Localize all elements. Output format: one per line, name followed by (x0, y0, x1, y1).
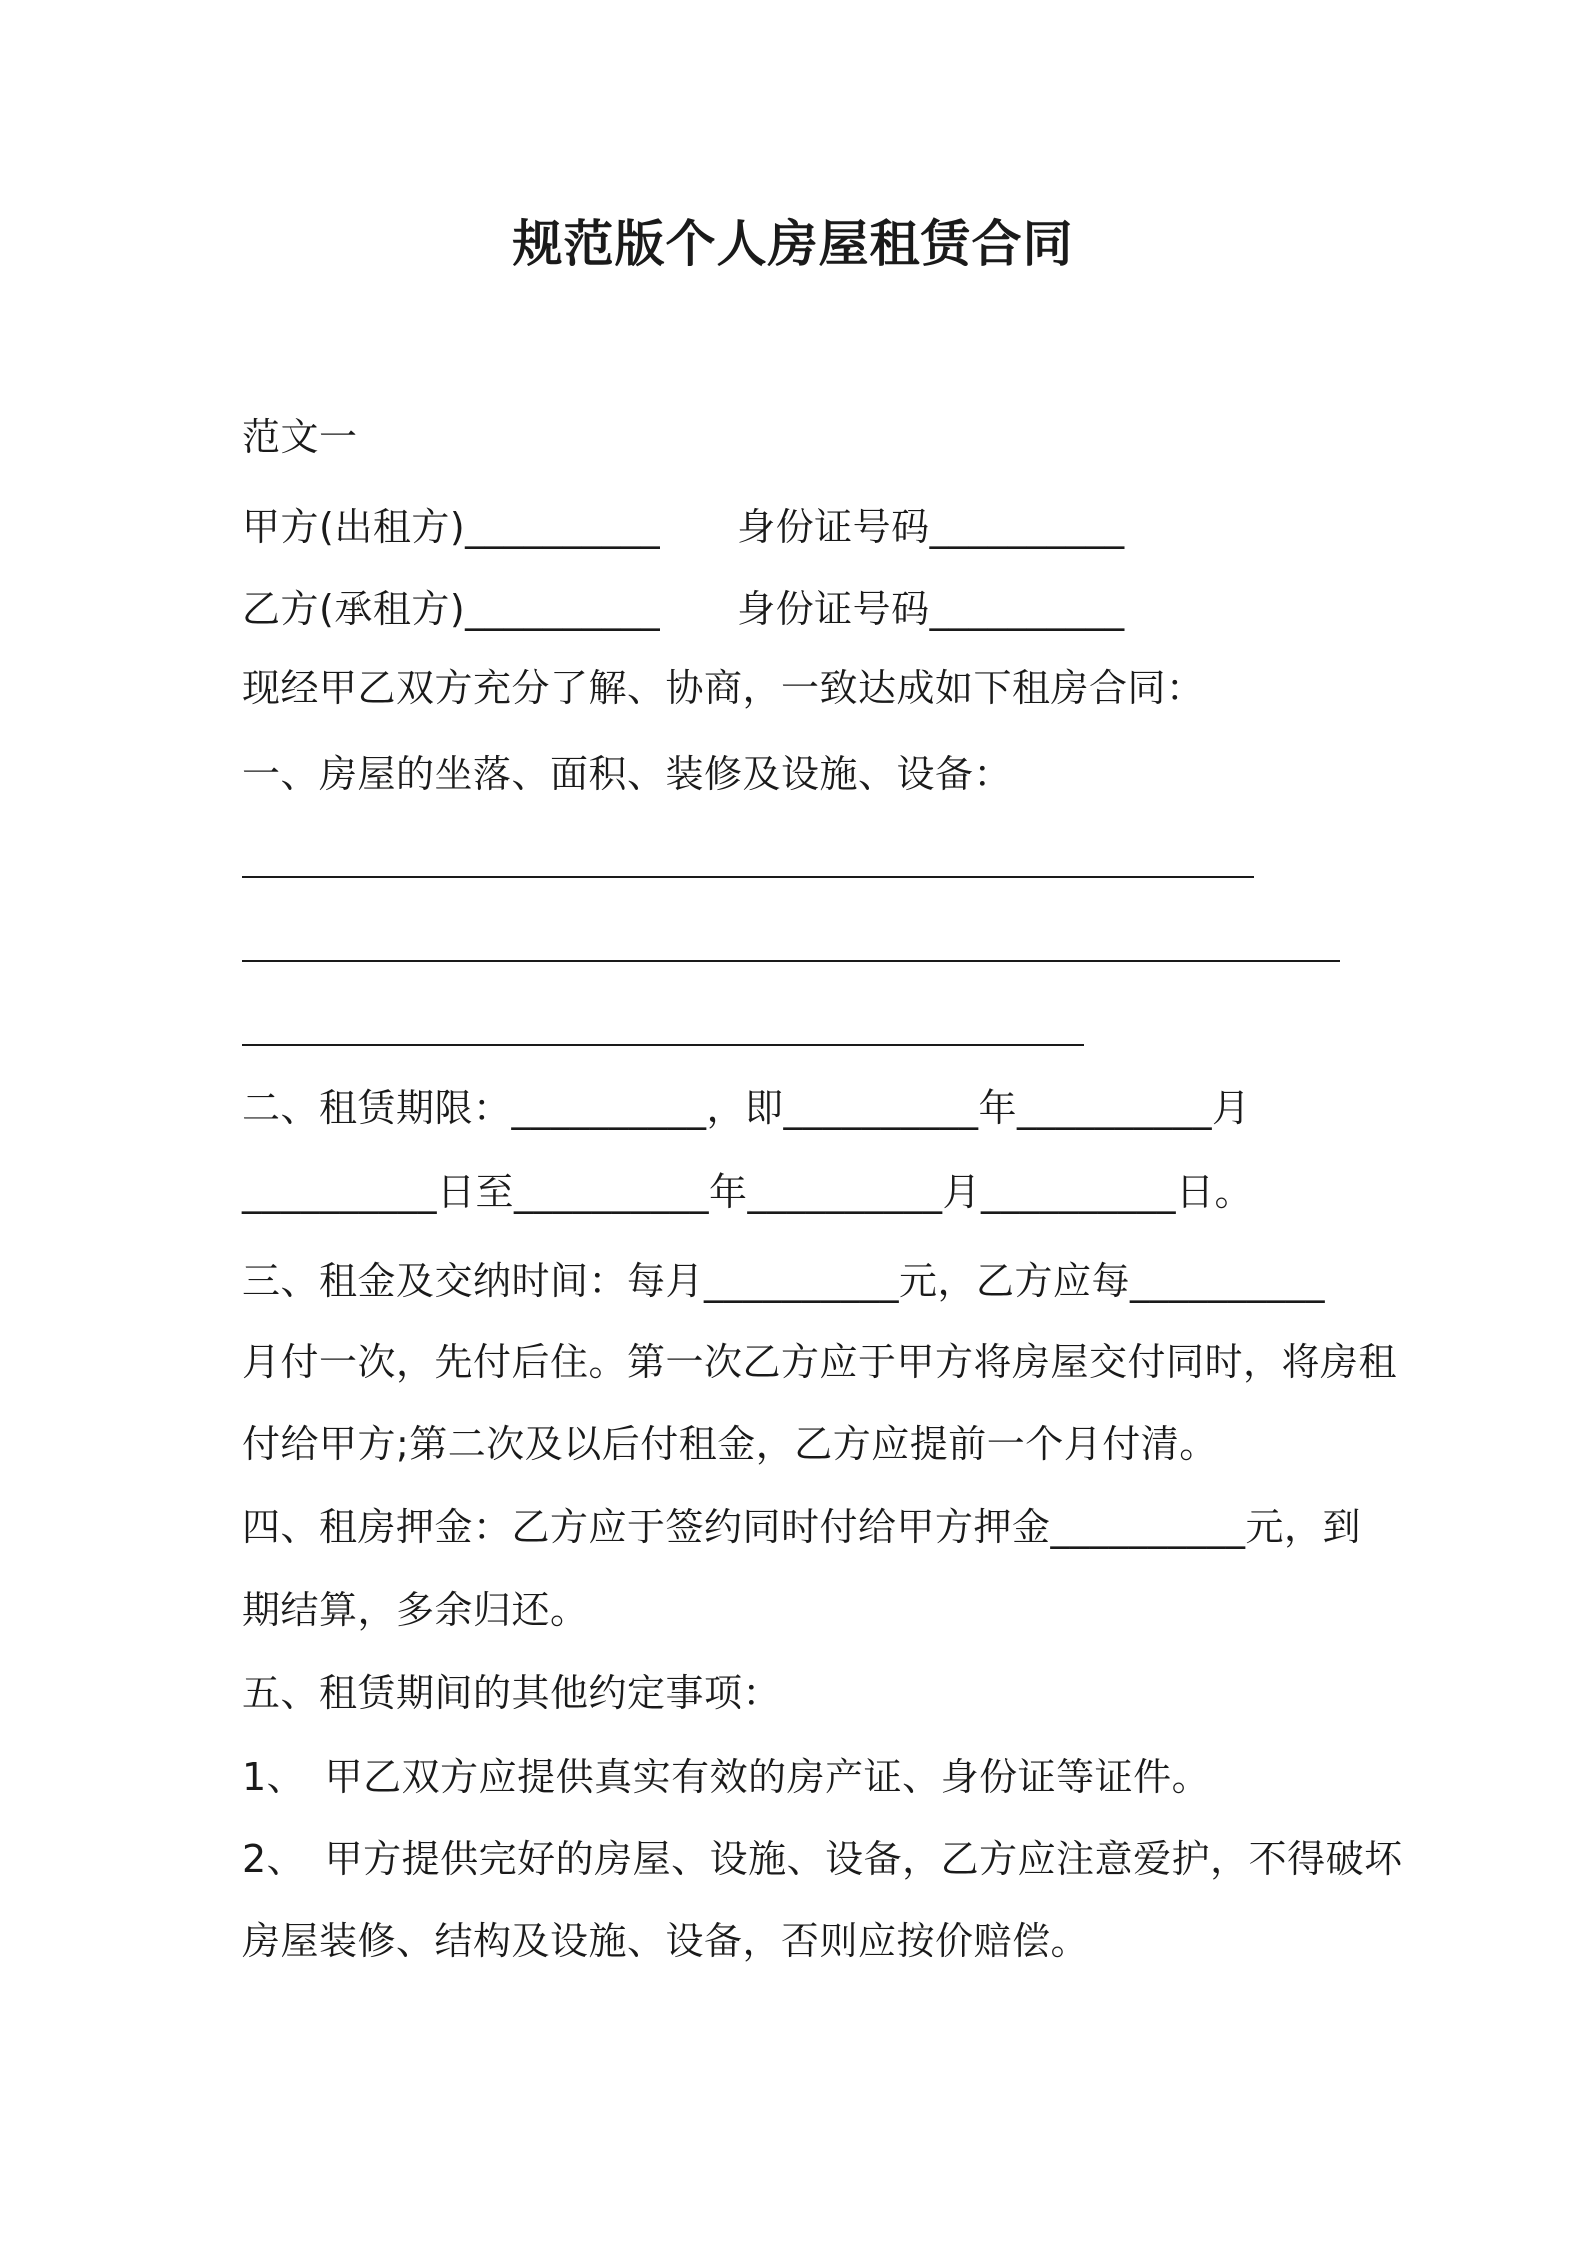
blank-line-2 (242, 960, 1340, 962)
clause-5-item-1: 1、 甲乙双方应提供真实有效的房产证、身份证等证件。 (242, 1755, 1211, 1799)
party-a-line: 甲方(出租方)__________ 身份证号码__________ (242, 505, 1125, 549)
clause-1-heading: 一、房屋的坐落、面积、装修及设施、设备： (242, 752, 1013, 796)
clause-2-line-2: __________日至__________年__________月__________日。 (242, 1170, 1254, 1214)
clause-2-line-1: 二、租赁期限：__________，即__________年__________月 (242, 1086, 1251, 1130)
clause-5-item-2-line-1: 2、 甲方提供完好的房屋、设施、设备，乙方应注意爱护，不得破坏 (242, 1837, 1403, 1881)
blank-line-3 (242, 1044, 1084, 1046)
intro-line: 现经甲乙双方充分了解、协商，一致达成如下租房合同： (242, 666, 1205, 710)
clause-3-line-2: 月付一次，先付后住。第一次乙方应于甲方将房屋交付同时，将房租 (242, 1340, 1398, 1384)
blank-line-1 (242, 876, 1254, 878)
clause-5-heading: 五、租赁期间的其他约定事项： (242, 1671, 782, 1715)
clause-4-line-2: 期结算，多余归还。 (242, 1588, 589, 1632)
party-b-line: 乙方(承租方)__________ 身份证号码__________ (242, 587, 1125, 631)
clause-3-line-1: 三、租金及交纳时间：每月__________元，乙方应每__________ (242, 1259, 1326, 1303)
document-title: 规范版个人房屋租赁合同 (512, 215, 1074, 273)
clause-3-line-3: 付给甲方;第二次及以后付租金，乙方应提前一个月付清。 (242, 1422, 1218, 1466)
sample-label: 范文一 (242, 415, 358, 459)
clause-5-item-2-line-2: 房屋装修、结构及设施、设备，否则应按价赔偿。 (242, 1919, 1090, 1963)
clause-4-line-1: 四、租房押金：乙方应于签约同时付给甲方押金__________元，到 (242, 1505, 1362, 1549)
